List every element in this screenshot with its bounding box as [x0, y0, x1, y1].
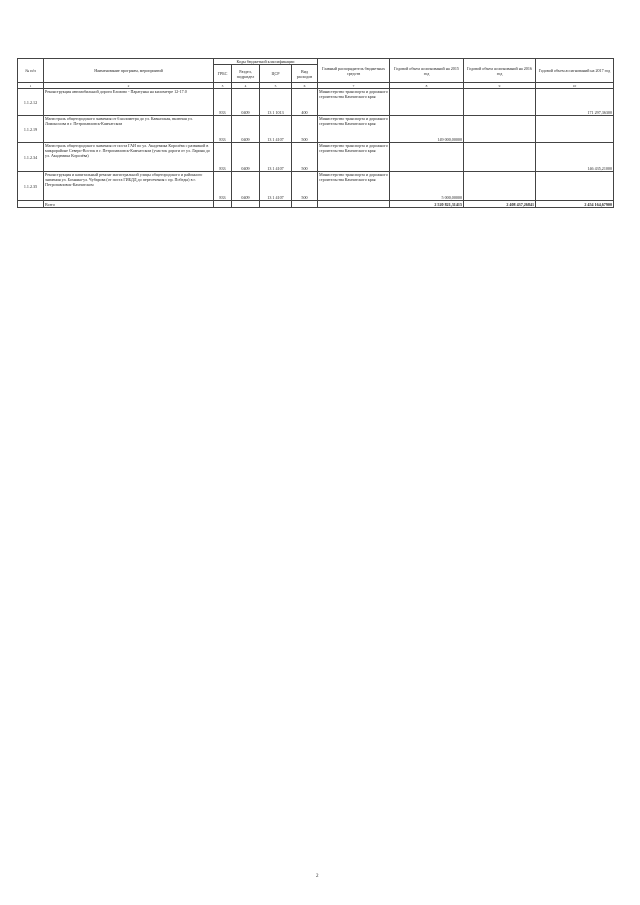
column-number: 9	[464, 83, 536, 89]
column-number: 2	[44, 83, 214, 89]
table-row	[18, 143, 614, 172]
row-responsible: Министерство транспорта и дорожного строительства Камчатского края	[318, 172, 390, 201]
row-name: Реконструкция автомобильной дороги Елизово - Паратунка на километре 12-17.0	[44, 89, 214, 116]
row-razdel: 0409	[232, 116, 260, 143]
header-codes: Коды бюджетной классификации	[214, 59, 318, 65]
row-grbs: 833	[214, 89, 232, 116]
column-number: 3	[214, 83, 232, 89]
header-name: Наименование программ, мероприятий	[44, 59, 214, 83]
row-2016	[464, 172, 536, 201]
header-2017: Годовой объем ассигнований на 2017 год	[536, 59, 614, 83]
header-2015: Годовой объем ассигнований на 2015 год	[390, 59, 464, 83]
row-2016	[464, 143, 536, 172]
row-2016	[464, 116, 536, 143]
row-name: Реконструкция и капитальный ремонт магистральной улицы общегородского и районного значения ул. Бохняка-ул. Чубарова (от поста ГИБДД до пересечения с пр. Победы) в г. Петропавловск-Камчатском	[44, 172, 214, 201]
row-2015	[390, 89, 464, 116]
row-responsible: Министерство транспорта и дорожного строительства Камчатского края	[318, 89, 390, 116]
header-razdel: Раздел, подраздел	[232, 65, 260, 83]
budget-table	[17, 58, 614, 208]
row-2016	[464, 89, 536, 116]
table-row	[18, 172, 614, 201]
row-2015: 5 000,00000	[390, 172, 464, 201]
total-2017: 2 454 164,67900	[536, 201, 614, 208]
row-tsr: 13 1 4107	[260, 116, 292, 143]
row-2015	[390, 143, 464, 172]
row-razdel: 0409	[232, 143, 260, 172]
total-2015: 2 520 821,31415	[390, 201, 464, 208]
header-2016: Годовой объем ассигнований на 2016 год	[464, 59, 536, 83]
header-tsr: ЦСР	[260, 65, 292, 83]
table-row	[18, 89, 614, 116]
table-row	[18, 116, 614, 143]
row-grbs: 833	[214, 143, 232, 172]
row-grbs: 833	[214, 116, 232, 143]
row-number: 1.1.2.35	[18, 172, 44, 201]
header-grbs: ГРБС	[214, 65, 232, 83]
row-vr: 500	[292, 172, 318, 201]
row-number: 1.1.2.34	[18, 143, 44, 172]
row-vr: 500	[292, 116, 318, 143]
column-number: 10	[536, 83, 614, 89]
row-2017	[536, 172, 614, 201]
row-name: Магистраль общегородского значения от 6 километра до ул. Кавказская, включая ул. Ломоносова в г. Петропавловск-Камчатском	[44, 116, 214, 143]
column-number: 6	[292, 83, 318, 89]
row-razdel: 0409	[232, 89, 260, 116]
row-responsible: Министерство транспорта и дорожного строительства Камчатского края	[318, 116, 390, 143]
row-2017	[536, 116, 614, 143]
row-vr: 500	[292, 143, 318, 172]
budget-table-sheet	[17, 58, 613, 208]
row-tsr: 13 1 4107	[260, 143, 292, 172]
row-razdel: 0409	[232, 172, 260, 201]
row-tsr: 13 1 4107	[260, 172, 292, 201]
row-number: 1.1.2.12	[18, 89, 44, 116]
page-number: 2	[316, 874, 319, 879]
column-number: 4	[232, 83, 260, 89]
header-responsible: Главный распорядитель бюджетных средств	[318, 59, 390, 83]
row-2017: 171 297,36300	[536, 89, 614, 116]
header-no: № п/п	[18, 59, 44, 83]
total-label: Всего	[44, 201, 214, 208]
column-number: 7	[318, 83, 390, 89]
row-vr: 400	[292, 89, 318, 116]
row-2015: 149 000,00000	[390, 116, 464, 143]
row-grbs: 833	[214, 172, 232, 201]
row-name: Магистраль общегородского значения от поста ГАИ по ул. Академика Королёва с развязкой в микрорайоне Северо-Восток в г. Петропавловск-Камчатском (участок дороги от ул. Ларина до ул. Академика Королёва)	[44, 143, 214, 172]
header-vr: Вид расходов	[292, 65, 318, 83]
column-number: 1	[18, 83, 44, 89]
column-number: 8	[390, 83, 464, 89]
row-tsr: 13 1 1013	[260, 89, 292, 116]
total-2016: 2 408 437,26841	[464, 201, 536, 208]
total-row	[18, 201, 614, 208]
row-number: 1.1.2.19	[18, 116, 44, 143]
column-number: 5	[260, 83, 292, 89]
row-responsible: Министерство транспорта и дорожного строительства Камчатского края	[318, 143, 390, 172]
row-2017: 146 435,21000	[536, 143, 614, 172]
